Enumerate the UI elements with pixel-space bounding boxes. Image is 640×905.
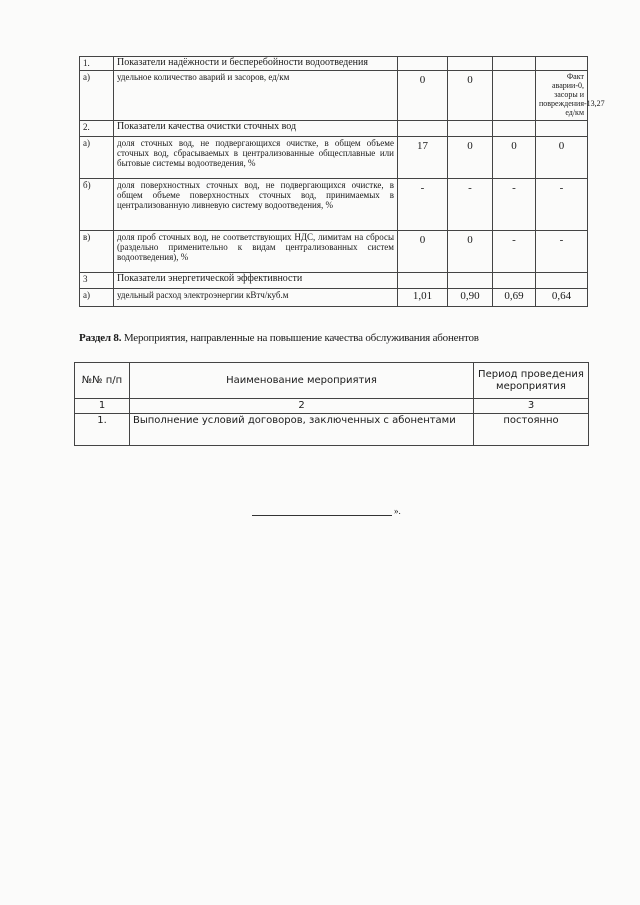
section-heading: Показатели надёжности и бесперебойности водоотведения — [114, 57, 398, 71]
column-header: Наименование мероприятия — [130, 363, 474, 399]
value-cell: - — [493, 231, 536, 273]
section-title: Мероприятия, направленные на повышение качества обслуживания абонентов — [123, 332, 479, 344]
value-cell: 0,64 — [536, 289, 588, 307]
value-cell: - — [493, 179, 536, 231]
measure-period: постоянно — [474, 414, 589, 446]
value-cell: - — [448, 179, 493, 231]
row-number: б) — [80, 179, 114, 231]
row-number: 1. — [75, 414, 130, 446]
table-row — [80, 57, 588, 71]
row-number: 2. — [80, 121, 114, 137]
row-number: 3 — [80, 273, 114, 289]
value-cell: - — [398, 179, 448, 231]
row-number: а) — [80, 71, 114, 121]
table-row — [80, 289, 588, 307]
indicators-table — [79, 56, 605, 307]
value-cell: 0 — [448, 71, 493, 121]
section-heading: Показатели энергетической эффективности — [114, 273, 398, 289]
row-number: а) — [80, 137, 114, 179]
table-header-row — [75, 363, 589, 399]
column-number: 2 — [130, 399, 474, 414]
column-number: 1 — [75, 399, 130, 414]
value-cell: 1,01 — [398, 289, 448, 307]
measures-table — [74, 362, 589, 446]
value-cell: 0 — [448, 231, 493, 273]
value-cell: 0 — [398, 231, 448, 273]
value-cell — [493, 71, 536, 121]
row-number: 1. — [80, 57, 114, 71]
section-heading: Показатели качества очистки сточных вод — [114, 121, 398, 137]
column-header: №№ п/п — [75, 363, 130, 399]
section-number: Раздел 8. — [79, 332, 122, 344]
row-number: в) — [80, 231, 114, 273]
column-number: 3 — [474, 399, 589, 414]
value-cell: Факт аварии-0, засоры и повреждения-13,27 ед/км — [536, 71, 588, 121]
value-cell: - — [536, 179, 588, 231]
table-row — [80, 231, 588, 273]
indicator-label: доля проб сточных вод, не соответствующих НДС, лимитам на сбросы (раздельно применительно к видам централизованных систем водоотведения), % — [114, 231, 398, 273]
value-cell: 0 — [448, 137, 493, 179]
table-row — [80, 273, 588, 289]
column-number-row — [75, 399, 589, 414]
table-row — [75, 414, 589, 446]
table-row — [80, 71, 588, 121]
measure-name: Выполнение условий договоров, заключенных с абонентами — [130, 414, 474, 446]
indicator-label: удельный расход электроэнергии кВтч/куб.м — [114, 289, 398, 307]
value-cell: 17 — [398, 137, 448, 179]
value-cell: 0,90 — [448, 289, 493, 307]
table-row — [80, 179, 588, 231]
section-8-heading — [79, 332, 479, 344]
indicator-label: доля сточных вод, не подвергающихся очистке, в общем объеме сточных вод, сбрасываемых в централизованные общесплавные или бытовые системы водоотведения, % — [114, 137, 398, 179]
indicator-label: удельное количество аварий и засоров, ед/км — [114, 71, 398, 121]
value-cell: 0 — [493, 137, 536, 179]
indicator-label: доля поверхностных сточных вод, не подвергающихся очистке, в общем объеме поверхностных сточных вод, принимаемых в централизованную ливневую систему водоотведения, % — [114, 179, 398, 231]
value-cell: 0,69 — [493, 289, 536, 307]
signature-line — [252, 514, 392, 516]
row-number: а) — [80, 289, 114, 307]
table-row — [80, 137, 588, 179]
value-cell: - — [536, 231, 588, 273]
signature-mark: ». — [394, 506, 401, 516]
value-cell: 0 — [536, 137, 588, 179]
table-row — [80, 121, 588, 137]
column-header: Период проведения мероприятия — [474, 363, 589, 399]
value-cell: 0 — [398, 71, 448, 121]
